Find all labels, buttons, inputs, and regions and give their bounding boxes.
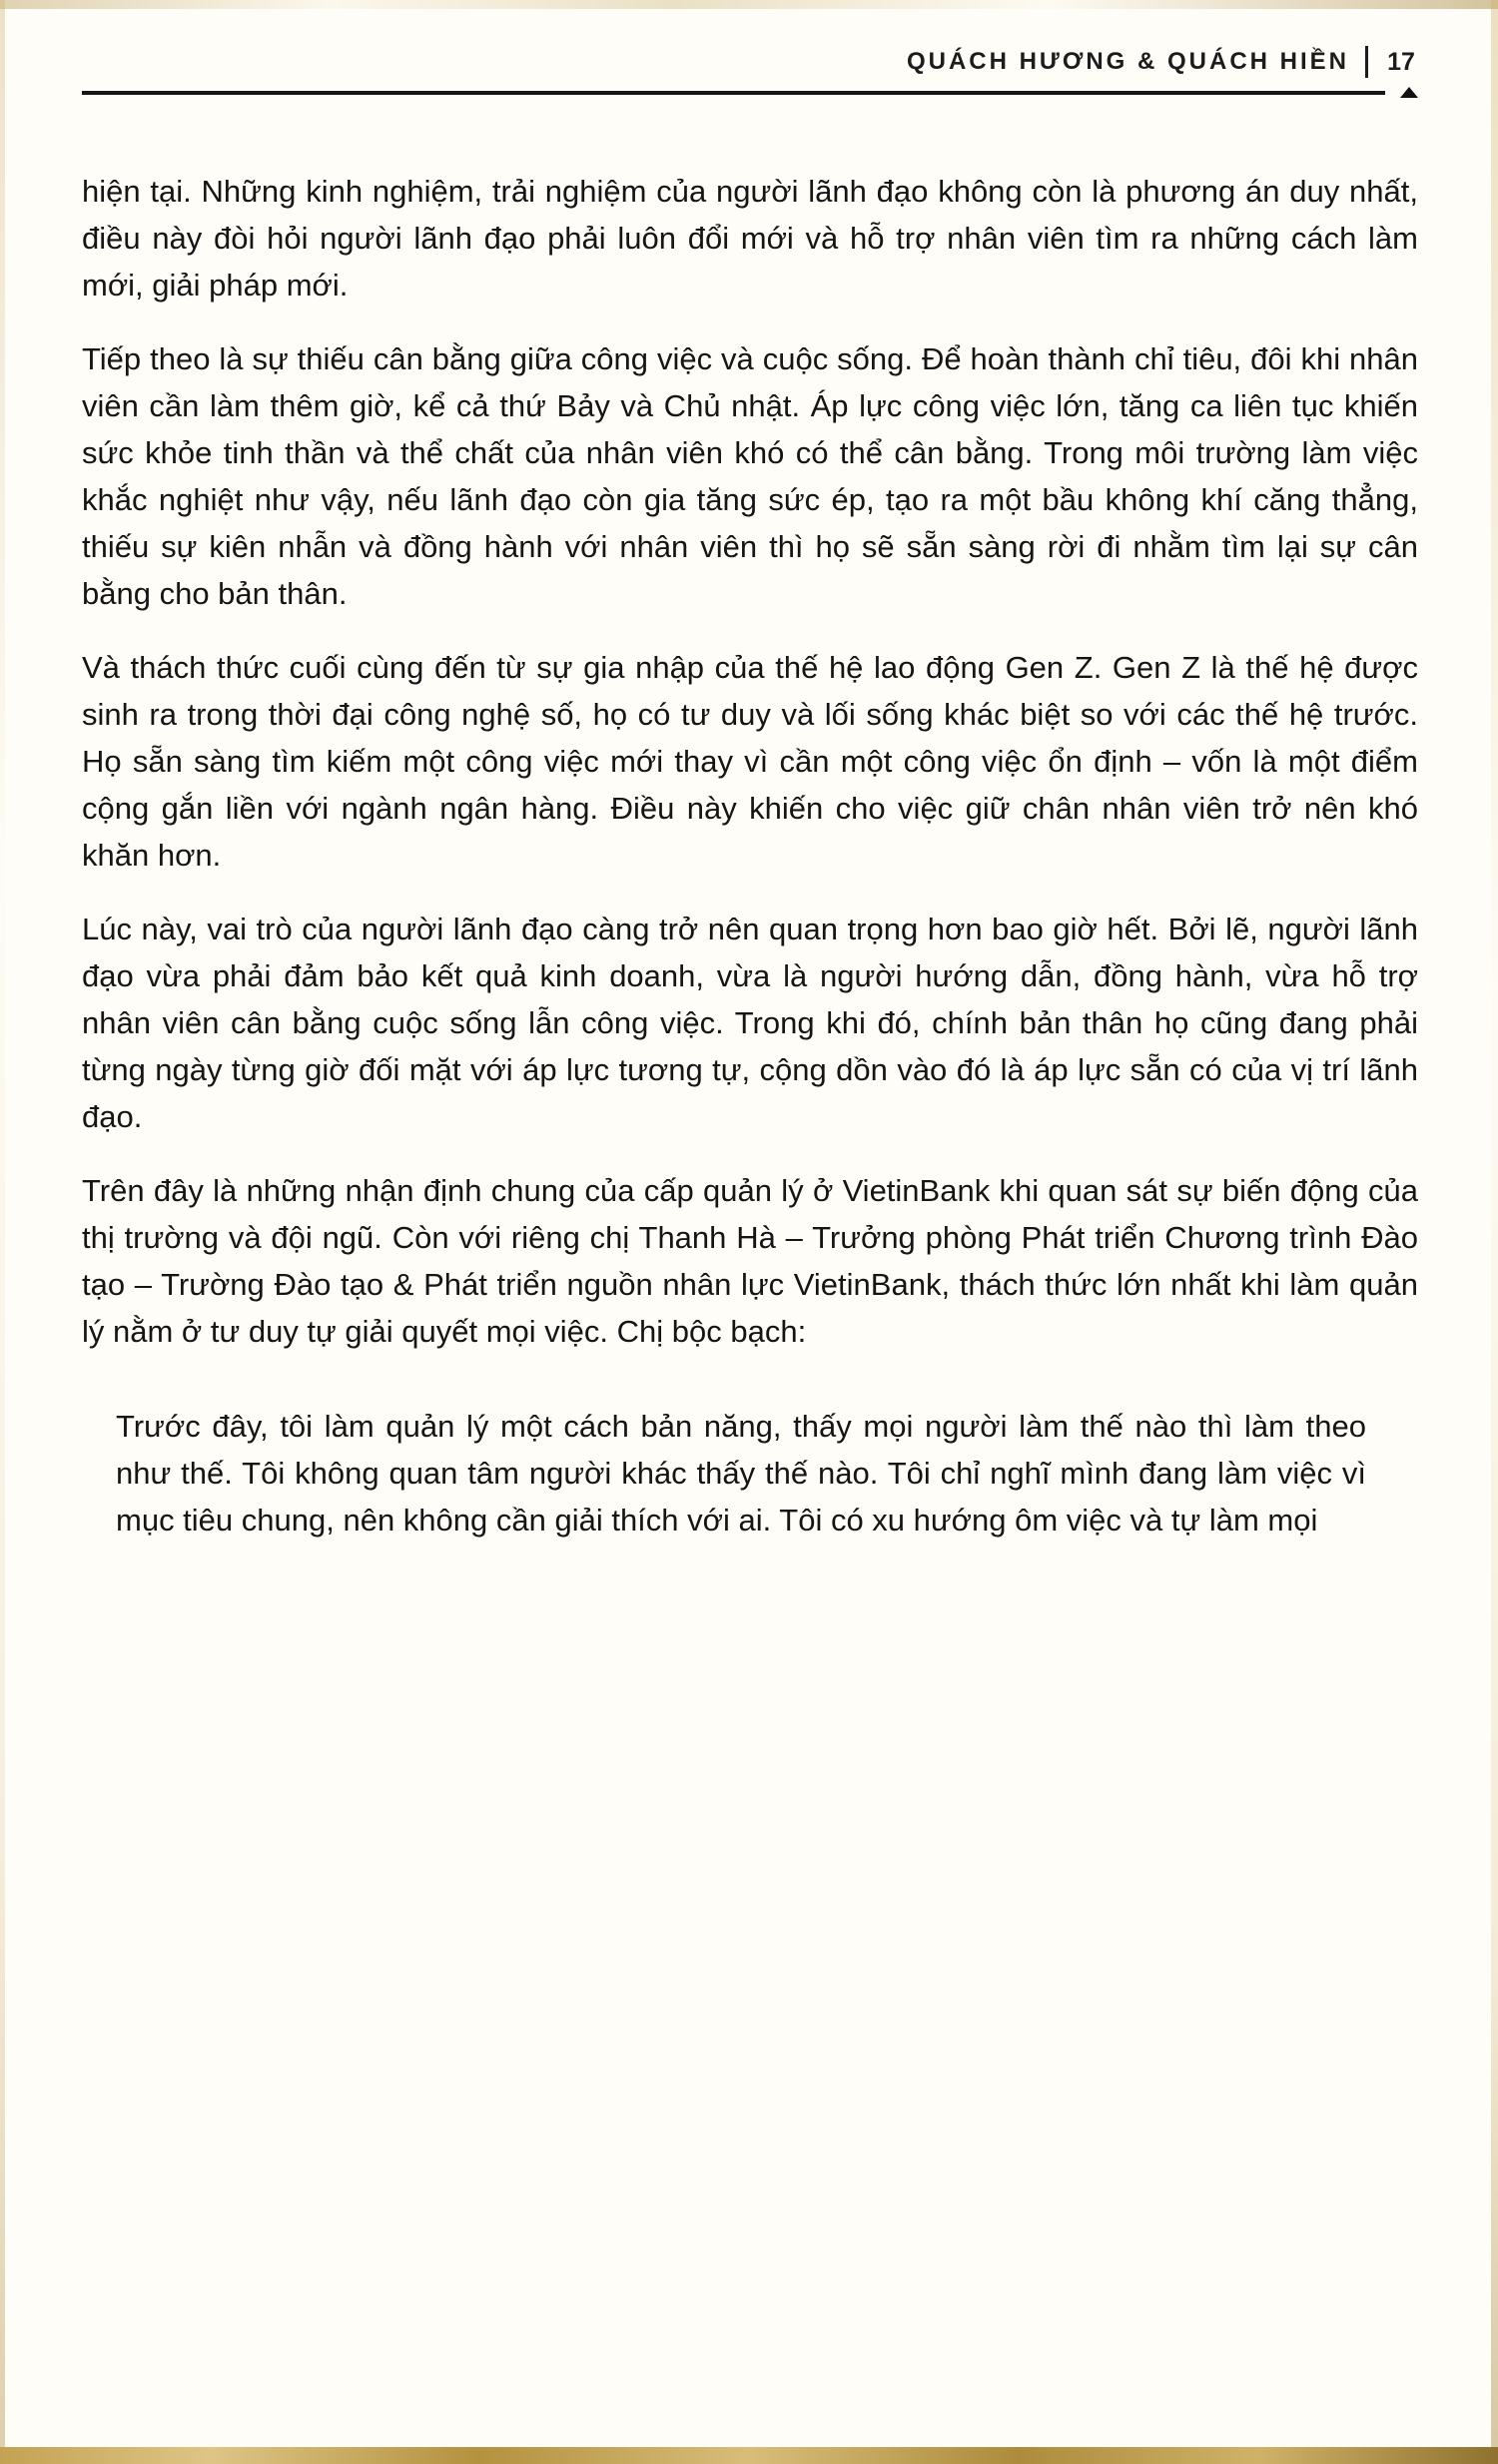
quote-paragraph: Trước đây, tôi làm quản lý một cách bản năng, thấy mọi người làm thế nào thì làm theo như thế. Tôi không quan tâm người khác thấy thế nào. Tôi chỉ nghĩ mình đang làm việc vì mục tiêu chung, nên không cần giải thích với ai. Tôi có xu hướng ôm việc và tự làm mọi <box>116 1409 1366 1538</box>
paragraph-4: Lúc này, vai trò của người lãnh đạo càng trở nên quan trọng hơn bao giờ hết. Bởi lẽ, người lãnh đạo vừa phải đảm bảo kết quả kinh doanh, vừa là người hướng dẫn, đồng hành, vừa hỗ trợ nhân viên cân bằng cuộc sống lẫn công việc. Trong khi đó, chính bản thân họ cũng đang phải từng ngày từng giờ đối mặt với áp lực tương tự, cộng dồn vào đó là áp lực sẵn có của vị trí lãnh đạo. <box>82 912 1418 1134</box>
page-edge-left <box>0 0 5 2464</box>
header-divider <box>1365 46 1368 78</box>
header-authors: QUÁCH HƯƠNG & QUÁCH HIỀN <box>906 48 1349 75</box>
header-row <box>82 46 1418 78</box>
header-rule-row <box>82 87 1418 98</box>
paragraph-3: Và thách thức cuối cùng đến từ sự gia nhập của thế hệ lao động Gen Z. Gen Z là thế hệ được sinh ra trong thời đại công nghệ số, họ có tư duy và lối sống khác biệt so với các thế hệ trước. Họ sẵn sàng tìm kiếm một công việc mới thay vì cần một công việc ổn định – vốn là một điểm cộng gắn liền với ngành ngân hàng. Điều này khiến cho việc giữ chân nhân viên trở nên khó khăn hơn. <box>82 650 1418 873</box>
triangle-up-icon <box>1400 87 1418 98</box>
page-edge-bottom <box>0 2447 1498 2464</box>
page-number: 17 <box>1387 47 1415 76</box>
paragraph-5: Trên đây là những nhận định chung của cấp quản lý ở VietinBank khi quan sát sự biến động của thị trường và đội ngũ. Còn với riêng chị Thanh Hà – Trưởng phòng Phát triển Chương trình Đào tạo – Trường Đào tạo & Phát triển nguồn nhân lực VietinBank, thách thức lớn nhất khi làm quản lý nằm ở tư duy tự giải quyết mọi việc. Chị bộc bạch: <box>82 1173 1418 1349</box>
page-edge-right <box>1491 0 1498 2464</box>
page-header <box>82 46 1418 98</box>
paragraph-1: hiện tại. Những kinh nghiệm, trải nghiệm của người lãnh đạo không còn là phương án duy nhất, điều này đòi hỏi người lãnh đạo phải luôn đổi mới và hỗ trợ nhân viên tìm ra những cách làm mới, giải pháp mới. <box>82 174 1418 303</box>
header-rule <box>82 91 1385 95</box>
paragraph-2: Tiếp theo là sự thiếu cân bằng giữa công việc và cuộc sống. Để hoàn thành chỉ tiêu, đôi khi nhân viên cần làm thêm giờ, kể cả thứ Bảy và Chủ nhật. Áp lực công việc lớn, tăng ca liên tục khiến sức khỏe tinh thần và thể chất của nhân viên khó có thể cân bằng. Trong môi trường làm việc khắc nghiệt như vậy, nếu lãnh đạo còn gia tăng sức ép, tạo ra một bầu không khí căng thẳng, thiếu sự kiên nhẫn và đồng hành với nhân viên thì họ sẽ sẵn sàng rời đi nhằm tìm lại sự cân bằng cho bản thân. <box>82 341 1418 611</box>
page-edge-top <box>0 0 1498 9</box>
body-text <box>82 168 1418 1543</box>
page-content <box>82 46 1418 1570</box>
